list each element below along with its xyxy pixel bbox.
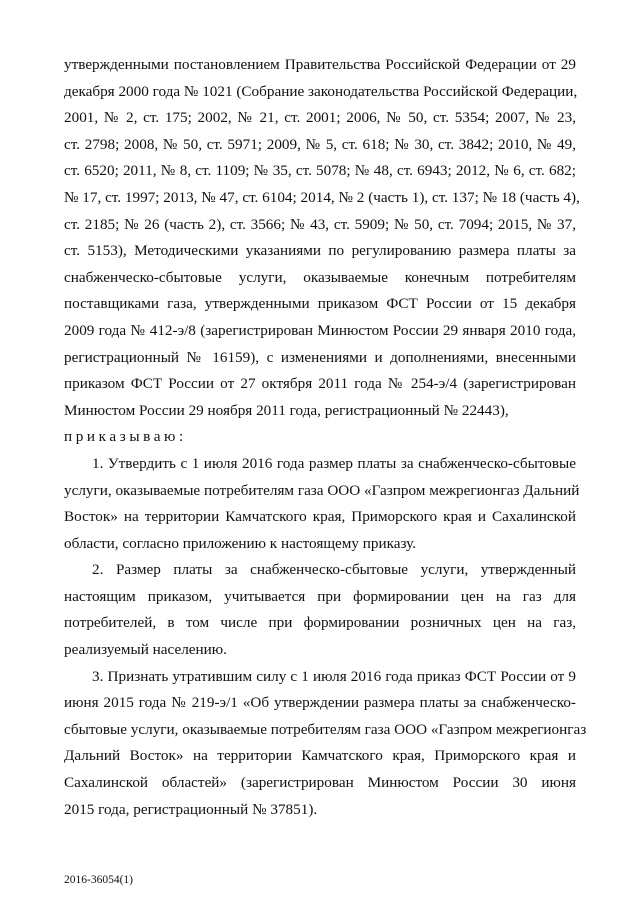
text-line: Минюстом России 29 ноября 2011 года, регистрационный № 22443), (64, 401, 509, 419)
text-line: 2001, № 2, ст. 175; 2002, № 21, ст. 2001; 2006, № 50, ст. 5354; 2007, № 23, (64, 109, 576, 127)
item-1-line: 1. Утвердить с 1 июля 2016 года размер платы за снабженческо-сбытовые (92, 454, 576, 472)
item-1-line: Восток» на территории Камчатского края, Приморского края и Сахалинской (64, 508, 576, 526)
text-line: № 17, ст. 1997; 2013, № 47, ст. 6104; 2014, № 2 (часть 1), ст. 137; № 18 (часть 4), (64, 188, 580, 206)
item-3-line: сбытовые услуги, оказываемые потребителям газа ООО «Газпром межрегионгаз (64, 720, 587, 738)
item-3-line: Дальний Восток» на территории Камчатского края, Приморского края и (64, 747, 576, 765)
document-footer-id: 2016-36054(1) (64, 874, 133, 886)
text-line: 2009 года № 412-э/8 (зарегистрирован Минюстом России 29 января 2010 года, (64, 321, 576, 339)
text-line: декабря 2000 года № 1021 (Собрание законодательства Российской Федерации, (64, 82, 578, 100)
item-2-line: реализуемый населению. (64, 641, 227, 659)
text-line: ст. 6520; 2011, № 8, ст. 1109; № 35, ст. 5078; № 48, ст. 6943; 2012, № 6, ст. 682; (64, 162, 576, 180)
text-line: поставщиками газа, утвержденными приказом ФСТ России от 15 декабря (64, 295, 576, 313)
item-3-line: июня 2015 года № 219-э/1 «Об утверждении размера платы за снабженческо- (64, 694, 576, 712)
text-line: ст. 5153), Методическими указаниями по регулированию размера платы за (64, 242, 576, 260)
text-line: приказом ФСТ России от 27 октября 2011 года № 254-э/4 (зарегистрирован (64, 375, 576, 393)
item-1-line: услуги, оказываемые потребителям газа ООО «Газпром межрегионгаз Дальний (64, 481, 580, 499)
item-2-line: настоящим приказом, учитывается при формировании цен на газ для (64, 587, 576, 605)
text-line: ст. 2798; 2008, № 50, ст. 5971; 2009, № 5, ст. 618; № 30, ст. 3842; 2010, № 49, (64, 135, 576, 153)
text-line: регистрационный № 16159), с изменениями и дополнениями, внесенными (64, 348, 576, 366)
item-3-line: 3. Признать утратившим силу с 1 июля 2016 года приказ ФСТ России от 9 (92, 667, 576, 685)
item-2-line: потребителей, в том числе при формировании розничных цен на газ, (64, 614, 576, 632)
text-line: ст. 2185; № 26 (часть 2), ст. 3566; № 43, ст. 5909; № 50, ст. 7094; 2015, № 37, (64, 215, 576, 233)
item-3-line: 2015 года, регистрационный № 37851). (64, 800, 318, 818)
text-line: утвержденными постановлением Правительства Российской Федерации от 29 (64, 56, 576, 73)
text-line: снабженческо-сбытовые услуги, оказываемые конечным потребителям (64, 268, 576, 286)
item-2-line: 2. Размер платы за снабженческо-сбытовые услуги, утвержденный (92, 561, 576, 579)
order-verb: приказываю: (64, 428, 187, 446)
item-3-line: Сахалинской областей» (зарегистрирован Минюстом России 30 июня (64, 774, 576, 792)
item-1-line: области, согласно приложению к настоящему приказу. (64, 534, 417, 552)
document-body (64, 52, 587, 823)
